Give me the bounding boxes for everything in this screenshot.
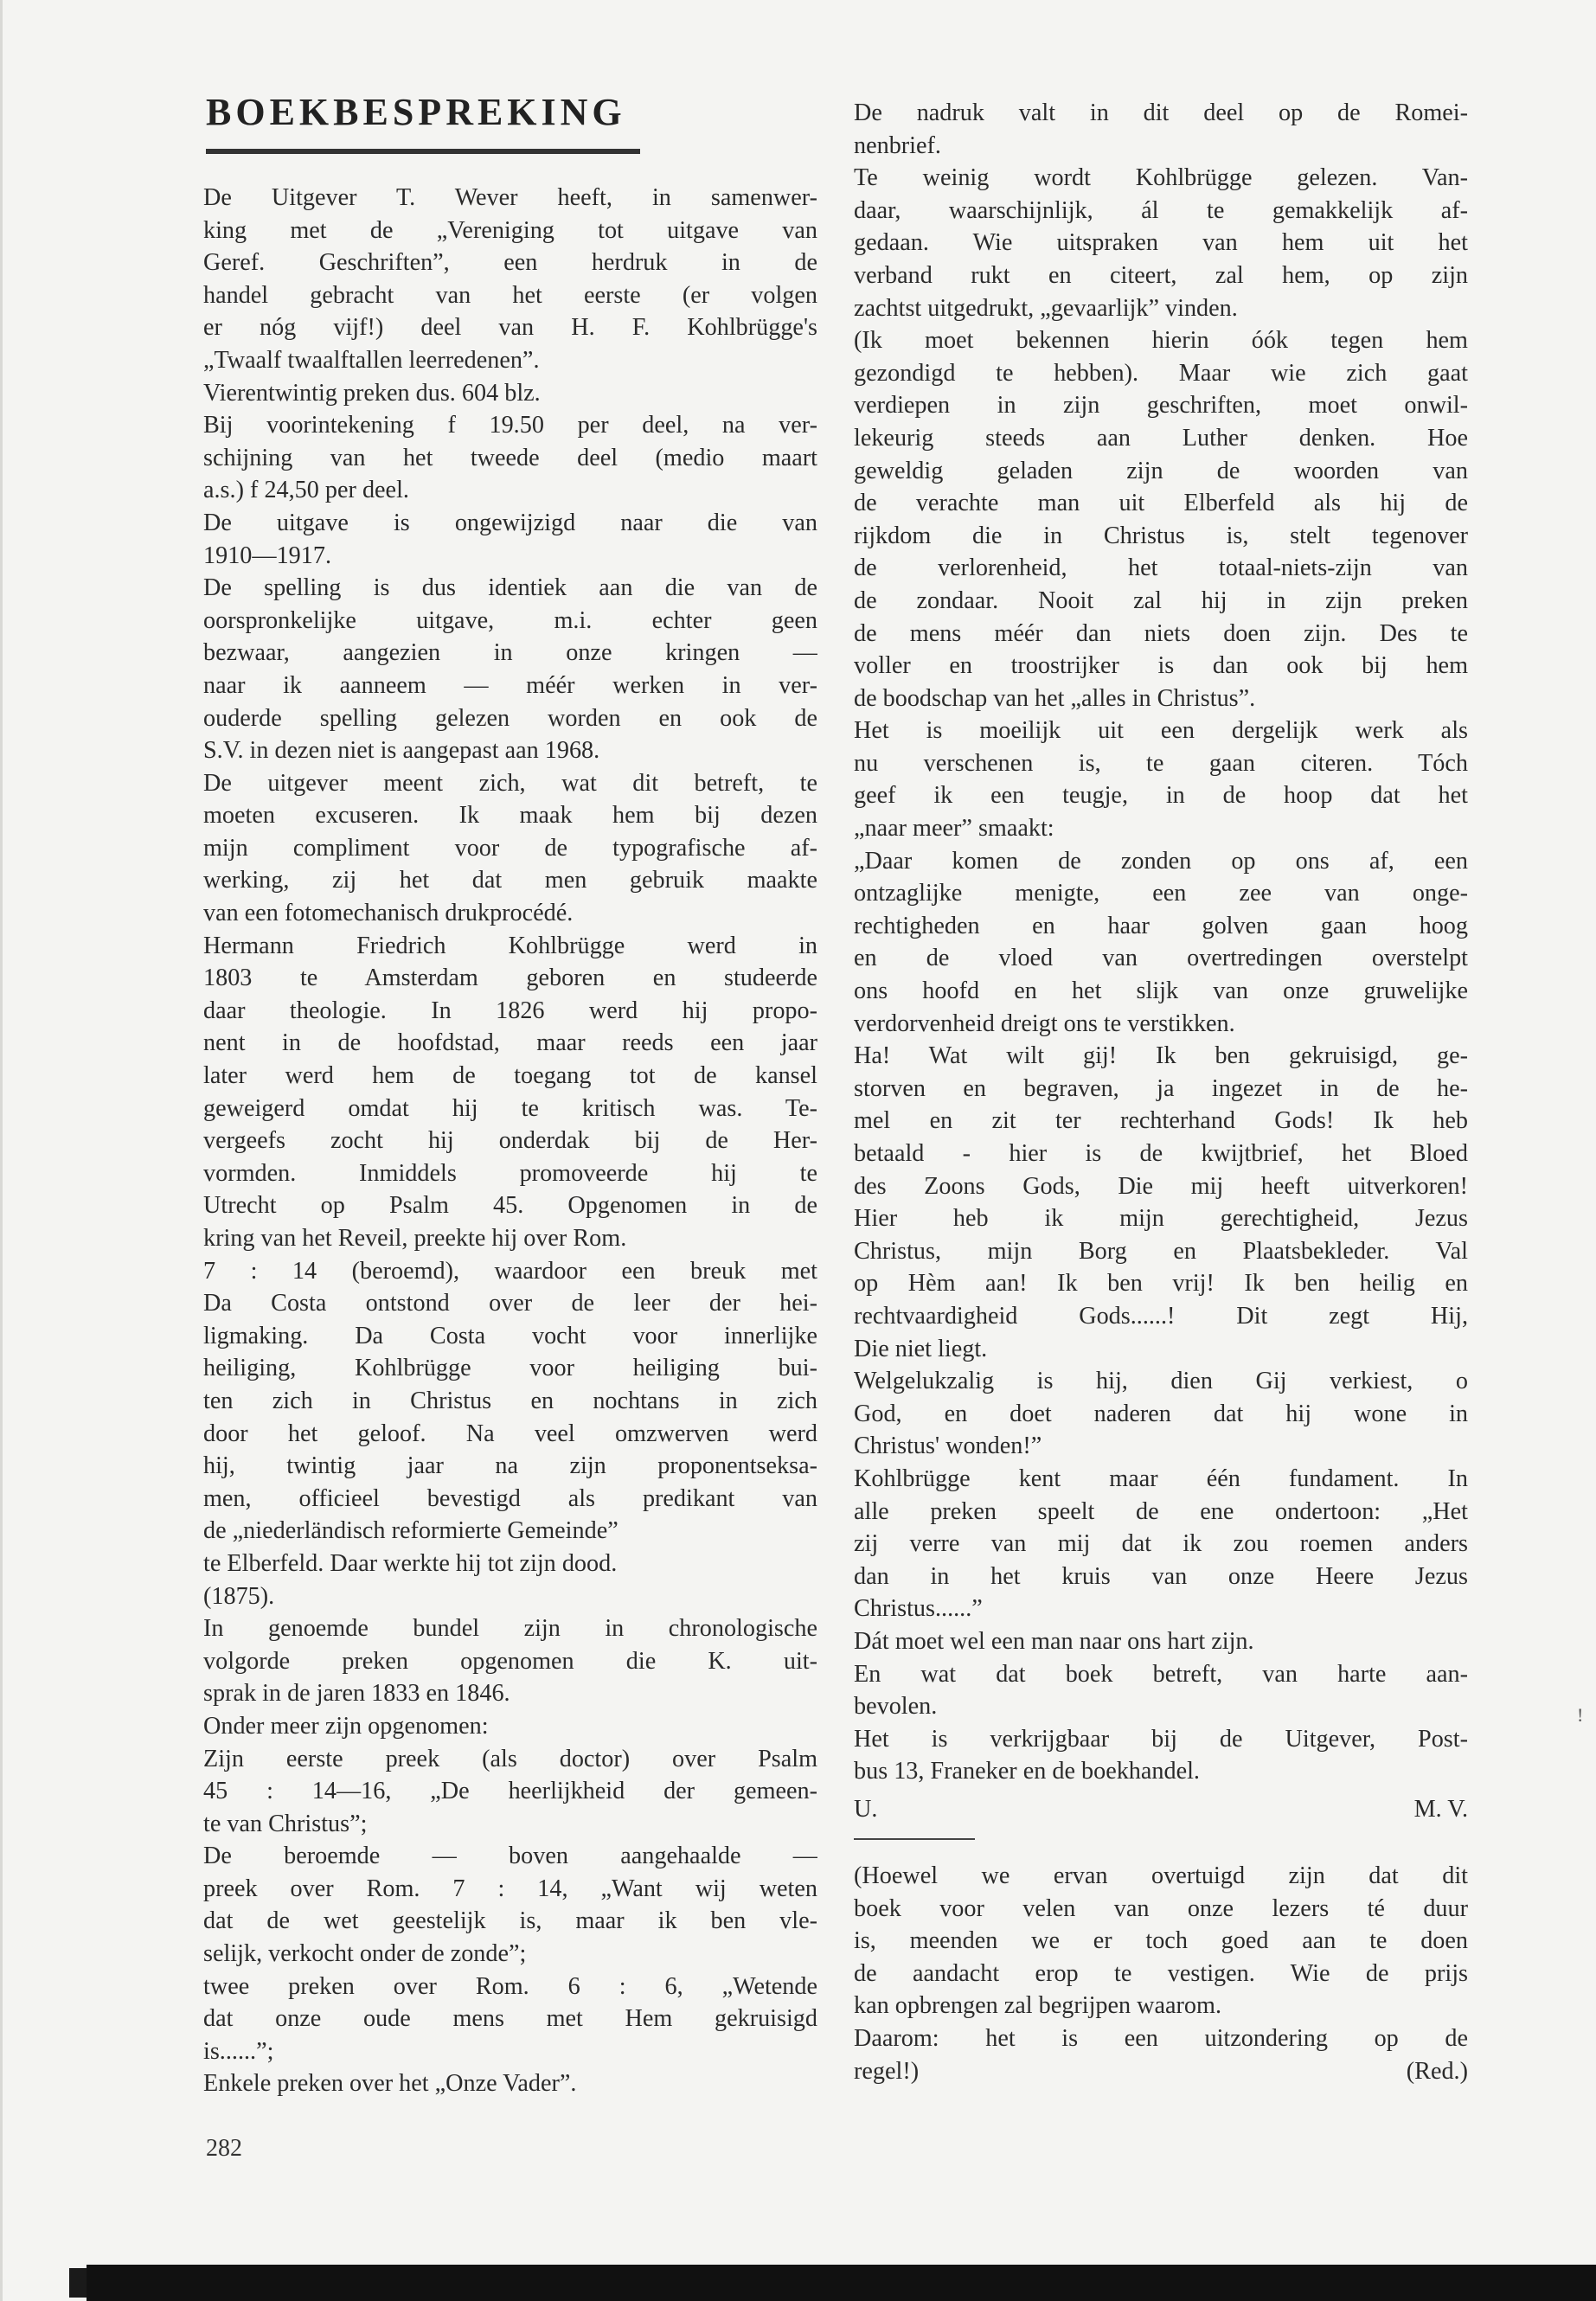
text-line: geweldig geladen zijn de woorden van [854,457,1468,484]
signature-initials-right: M. V. [1413,1796,1468,1823]
text-line: heiliging, Kohlbrügge voor heiliging bui- [203,1355,817,1382]
text-line: vergeefs zocht hij onderdak bij de Her- [203,1127,817,1155]
text-line: S.V. in dezen niet is aangepast aan 1968. [203,737,600,765]
text-line: mel en zit ter rechterhand Gods! Ik heb [854,1107,1468,1135]
text-line: Geref. Geschriften”, een herdruk in de [203,249,817,277]
text-line: kring van het Reveil, preekte hij over Rom. [203,1225,627,1252]
right-column [854,97,1468,1788]
text-line: moeten excuseren. Ik maak hem bij dezen [203,802,817,830]
text-line: later werd hem de toegang tot de kansel [203,1062,817,1090]
text-line: dat de wet geestelijk is, maar ik ben vle- [203,1907,817,1935]
text-line: nu verschenen is, te gaan citeren. Tóch [854,749,1468,777]
page-edge [0,0,3,2301]
text-line: Kohlbrügge kent maar één fundament. In [854,1465,1468,1492]
text-line: (Ik moet bekennen hierin óók tegen hem [854,327,1468,355]
text-line: selijk, verkocht onder de zonde”; [203,1940,527,1968]
text-line: de mens méér dan niets doen zijn. Des te [854,619,1468,647]
text-line: alle preken speelt de ene ondertoon: „Het [854,1497,1468,1525]
signature [854,1796,1468,1823]
text-line: te Elberfeld. Daar werkte hij tot zijn dood. [203,1549,618,1577]
editor-note-last-line [854,2055,1468,2088]
text-line: voller en troostrijker is dan ook bij hem [854,652,1468,680]
text-line: bezwaar, aangezien in onze kringen — [203,639,817,667]
text-line: 7 : 14 (beroemd), waardoor een breuk met [203,1257,817,1285]
text-line: sprak in de jaren 1833 en 1846. [203,1680,510,1708]
text-line: En wat dat boek betreft, van harte aan- [854,1660,1468,1688]
text-line: geweigerd omdat hij te kritisch was. Te- [203,1094,817,1122]
text-line: des Zoons Gods, Die mij heeft uitverkoren! [854,1172,1468,1200]
text-line: vormden. Inmiddels promoveerde hij te [203,1159,817,1187]
text-line: de verachte man uit Elberfeld als hij de [854,490,1468,517]
text-line: ons hoofd en het slijk van onze gruwelijke [854,977,1468,1005]
text-line: In genoemde bundel zijn in chronologische [203,1615,817,1643]
text-line: en de vloed van overtredingen overstelpt [854,945,1468,972]
margin-mark: ! [1577,1704,1584,1726]
text-line: bus 13, Franeker en de boekhandel. [854,1758,1200,1785]
text-line: Te weinig wordt Kohlbrügge gelezen. Van- [854,164,1468,192]
text-line: Vierentwintig preken dus. 604 blz. [203,379,541,407]
text-line: Onder meer zijn opgenomen: [203,1712,489,1740]
text-line: Da Costa ontstond over de leer der hei- [203,1290,817,1317]
scan-bottom-bar [87,2265,1596,2301]
text-line: ontzaglijke menigte, een zee van onge- [854,880,1468,907]
text-line: nenbrief. [854,131,941,159]
text-line: God, en doet naderen dat hij wone in [854,1400,1468,1427]
text-line: volgorde preken opgenomen die K. uit- [203,1647,817,1675]
scan-edge [69,2268,88,2298]
text-line: De beroemde — boven aangehaalde — [203,1843,817,1870]
text-line: gedaan. Wie uitspraken van hem uit het [854,229,1468,257]
text-line: werking, zij het dat men gebruik maakte [203,867,817,894]
text-line: dan in het kruis van onze Heere Jezus [854,1562,1468,1590]
text-line: Hier heb ik mijn gerechtigheid, Jezus [854,1205,1468,1233]
text-line: De nadruk valt in dit deel op de Romei- [854,99,1468,126]
text-line: handel gebracht van het eerste (er volgen [203,281,817,309]
text-line: zachtst uitgedrukt, „gevaarlijk” vinden. [854,294,1238,322]
text-line: Christus' wonden!” [854,1433,1042,1460]
text-line: mijn compliment voor de typografische af- [203,834,817,862]
text-line: rechtvaardigheid Gods......! Dit zegt Hij, [854,1302,1468,1330]
text-line: Utrecht op Psalm 45. Opgenomen in de [203,1192,817,1220]
text-line: preek over Rom. 7 : 14, „Want wij weten [203,1875,817,1902]
editor-note-tag: (Red.) [1406,2057,1468,2085]
text-line: twee preken over Rom. 6 : 6, „Wetende [203,1972,817,2000]
text-line: Die niet liegt. [854,1335,988,1362]
text-line: door het geloof. Na veel omzwerven werd [203,1420,817,1447]
left-column [203,182,817,2100]
text-line: nent in de hoofdstad, maar reeds een jaar [203,1029,817,1057]
text-line: te van Christus”; [203,1810,368,1837]
editor-note [854,1860,1468,2087]
text-line: Christus......” [854,1595,983,1623]
page-title: BOEKBESPREKING [206,91,626,133]
text-line: de zondaar. Nooit zal hij in zijn preken [854,586,1468,614]
text-line: dat onze oude mens met Hem gekruisigd [203,2005,817,2033]
editor-note-lines [854,1860,1468,2055]
text-line: De uitgave is ongewijzigd naar die van [203,509,817,536]
text-line: ten zich in Christus en nochtans in zich [203,1387,817,1414]
text-line: kan opbrengen zal begrijpen waarom. [854,1992,1221,2020]
text-line: (Hoewel we ervan overtuigd zijn dat dit [854,1862,1468,1889]
text-line: gezondigd te hebben). Maar wie zich gaat [854,359,1468,387]
text-line: er nóg vijf!) deel van H. F. Kohlbrügge's [203,314,817,342]
text-line: Welgelukzalig is hij, dien Gij verkiest, o [854,1368,1468,1395]
text-line: naar ik aanneem — méér werken in ver- [203,671,817,699]
text-line: king met de „Vereniging tot uitgave van [203,216,817,244]
text-line: Enkele preken over het „Onze Vader”. [203,2070,577,2098]
text-line: ouderde spelling gelezen worden en ook de [203,704,817,732]
text-line: daar theologie. In 1826 werd hij propo- [203,997,817,1024]
text-line: „Daar komen de zonden op ons af, een [854,847,1468,875]
text-line: „Twaalf twaalftallen leerredenen”. [203,346,540,374]
text-line: boek voor velen van onze lezers té duur [854,1894,1468,1922]
text-line: daar, waarschijnlijk, ál te gemakkelijk af- [854,196,1468,224]
text-line: verdorvenheid dreigt ons te verstikken. [854,1009,1235,1037]
text-line: is......”; [203,2037,274,2065]
signature-divider [854,1838,975,1840]
text-line: Zijn eerste preek (als doctor) over Psalm [203,1745,817,1772]
text-line: de boodschap van het „alles in Christus”. [854,684,1256,712]
text-line: De Uitgever T. Wever heeft, in samenwer- [203,184,817,211]
text-line: Dát moet wel een man naar ons hart zijn. [854,1627,1254,1655]
page-number: 282 [206,2135,242,2162]
text-line: Daarom: het is een uitzondering op de [854,2024,1468,2052]
text-line: de verlorenheid, het totaal-niets-zijn van [854,554,1468,582]
text-line: De spelling is dus identiek aan die van de [203,574,817,602]
text-line: verdiepen in zijn geschriften, moet onwil- [854,392,1468,420]
signature-initial-left: U. [854,1796,878,1823]
text-line: bevolen. [854,1693,938,1721]
text-line: Christus, mijn Borg en Plaatsbekleder. Val [854,1237,1468,1265]
title-underline [206,149,640,154]
text-line: a.s.) f 24,50 per deel. [203,477,409,504]
text-line: zij verre van mij dat ik zou roemen anders [854,1530,1468,1558]
text-line: geef ik een teugje, in de hoop dat het [854,782,1468,810]
text-line: lekeurig steeds aan Luther denken. Hoe [854,424,1468,452]
text-line: „naar meer” smaakt: [854,815,1054,843]
text-line: verband rukt en citeert, zal hem, op zijn [854,261,1468,289]
text-line: De uitgever meent zich, wat dit betreft, te [203,769,817,797]
text-line: rijkdom die in Christus is, stelt tegenover [854,522,1468,549]
text-line: de „niederländisch reformierte Gemeinde” [203,1517,619,1545]
text-line: schijning van het tweede deel (medio maart [203,444,817,471]
text-line: Bij voorintekening f 19.50 per deel, na ver- [203,412,817,439]
text-line: 45 : 14—16, „De heerlijkheid der gemeen- [203,1778,817,1805]
text-line: Ha! Wat wilt gij! Ik ben gekruisigd, ge- [854,1042,1468,1070]
text-line: is, meenden we er toch goed aan te doen [854,1927,1468,1955]
text-line: de aandacht erop te vestigen. Wie de prijs [854,1959,1468,1987]
editor-note-last-text: regel!) [854,2057,920,2085]
text-line: 1803 te Amsterdam geboren en studeerde [203,965,817,992]
text-line: men, officieel bevestigd als predikant van [203,1484,817,1512]
text-line: 1910—1917. [203,542,331,569]
text-line: ligmaking. Da Costa vocht voor innerlijke [203,1322,817,1349]
text-line: rechtigheden en haar golven gaan hoog [854,912,1468,939]
text-line: op Hèm aan! Ik ben vrij! Ik ben heilig en [854,1270,1468,1298]
text-line: hij, twintig jaar na zijn proponentseksa- [203,1452,817,1480]
text-line: (1875). [203,1582,275,1610]
text-line: Het is verkrijgbaar bij de Uitgever, Post- [854,1725,1468,1753]
text-line: Hermann Friedrich Kohlbrügge werd in [203,932,817,959]
text-line: Het is moeilijk uit een dergelijk werk als [854,717,1468,745]
text-line: van een fotomechanisch drukprocédé. [203,900,574,927]
text-line: oorspronkelijke uitgave, m.i. echter geen [203,606,817,634]
text-line: storven en begraven, ja ingezet in de he- [854,1074,1468,1102]
text-line: betaald - hier is de kwijtbrief, het Bloed [854,1140,1468,1167]
